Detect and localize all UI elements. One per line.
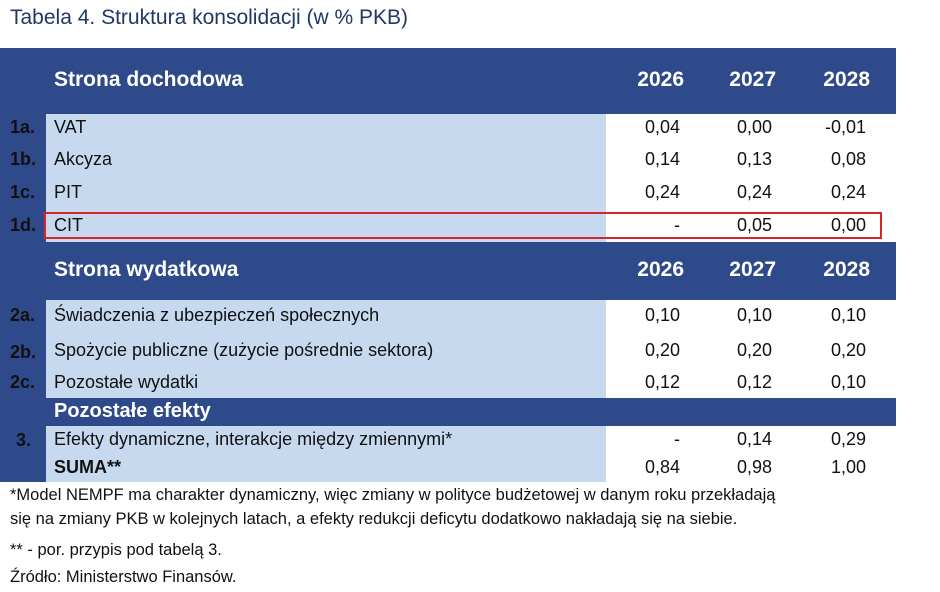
cell-vat-2028: -0,01	[824, 117, 866, 137]
revenue-year-2028: 2028	[823, 68, 870, 91]
expenditure-year-2027: 2027	[729, 258, 776, 281]
expenditure-heading: Strona wydatkowa	[54, 258, 239, 281]
cell-swiadczenia-2026: 0,10	[644, 305, 680, 325]
footnote-model-line1: *Model NEMPF ma charakter dynamiczny, więc zmiany w polityce budżetowej w danym roku przekładają	[10, 486, 776, 504]
revenue-year-2026: 2026	[637, 68, 684, 91]
row-label-suma: SUMA**	[54, 457, 122, 477]
cell-pit-2026: 0,24	[644, 182, 680, 202]
revenue-heading: Strona dochodowa	[54, 68, 243, 91]
cell-suma-2028: 1,00	[830, 457, 866, 477]
cell-cit-2028: 0,00	[830, 215, 866, 235]
cell-vat-2027: 0,00	[736, 117, 772, 137]
row-num-2c: 2c.	[10, 372, 36, 392]
row-label-cit: CIT	[54, 215, 83, 235]
cell-pozostale-wydatki-2026: 0,12	[644, 372, 680, 392]
cell-suma-2027: 0,98	[736, 457, 772, 477]
cell-efekty-2028: 0,29	[830, 429, 866, 449]
expenditure-year-2026: 2026	[637, 258, 684, 281]
row-label-swiadczenia: Świadczenia z ubezpieczeń społecznych	[54, 305, 380, 325]
source-note: Źródło: Ministerstwo Finansów.	[10, 568, 237, 586]
row-label-akcyza: Akcyza	[54, 149, 113, 169]
cell-efekty-2027: 0,14	[736, 429, 772, 449]
cell-suma-2026: 0,84	[644, 457, 680, 477]
footnote-przypis: ** - por. przypis pod tabelą 3.	[10, 541, 222, 559]
footnote-model-line2: się na zmiany PKB w kolejnych latach, a efekty redukcji deficytu dodatkowo nakładają się na siebie.	[10, 510, 738, 528]
row-num-2b: 2b.	[10, 342, 37, 362]
cell-pozostale-wydatki-2027: 0,12	[736, 372, 772, 392]
cell-swiadczenia-2027: 0,10	[736, 305, 772, 325]
cit-row-highlight	[44, 212, 882, 239]
cell-cit-2027: 0,05	[736, 215, 772, 235]
row-label-pit: PIT	[54, 182, 83, 202]
cell-pit-2028: 0,24	[830, 182, 866, 202]
cell-spozycie-2026: 0,20	[644, 340, 680, 360]
cell-pit-2027: 0,24	[736, 182, 772, 202]
expenditure-year-2028: 2028	[823, 258, 870, 281]
revenue-year-2027: 2027	[729, 68, 776, 91]
cell-swiadczenia-2028: 0,10	[830, 305, 866, 325]
row-num-1d: 1d.	[10, 215, 37, 235]
row-num-1c: 1c.	[10, 182, 36, 202]
row-label-vat: VAT	[54, 117, 87, 137]
cell-spozycie-2027: 0,20	[736, 340, 772, 360]
other-heading: Pozostałe efekty	[54, 400, 211, 422]
cell-akcyza-2028: 0,08	[830, 149, 866, 169]
row-num-2a: 2a.	[10, 305, 36, 325]
row-num-1a: 1a.	[10, 117, 36, 137]
cell-akcyza-2027: 0,13	[736, 149, 772, 169]
row-label-efekty-dynamiczne: Efekty dynamiczne, interakcje między zmiennymi*	[54, 429, 453, 449]
cell-efekty-2026: -	[674, 429, 680, 449]
cell-vat-2026: 0,04	[644, 117, 680, 137]
cell-spozycie-2028: 0,20	[830, 340, 866, 360]
row-label-spozycie: Spożycie publiczne (zużycie pośrednie sektora)	[54, 340, 434, 360]
table-title: Tabela 4. Struktura konsolidacji (w % PKB)	[10, 6, 409, 29]
row-num-3: 3.	[16, 430, 32, 450]
row-label-pozostale-wydatki: Pozostałe wydatki	[54, 372, 199, 392]
row-num-1b: 1b.	[10, 149, 37, 169]
cell-cit-2026: -	[674, 215, 680, 235]
cell-pozostale-wydatki-2028: 0,10	[830, 372, 866, 392]
cell-akcyza-2026: 0,14	[644, 149, 680, 169]
